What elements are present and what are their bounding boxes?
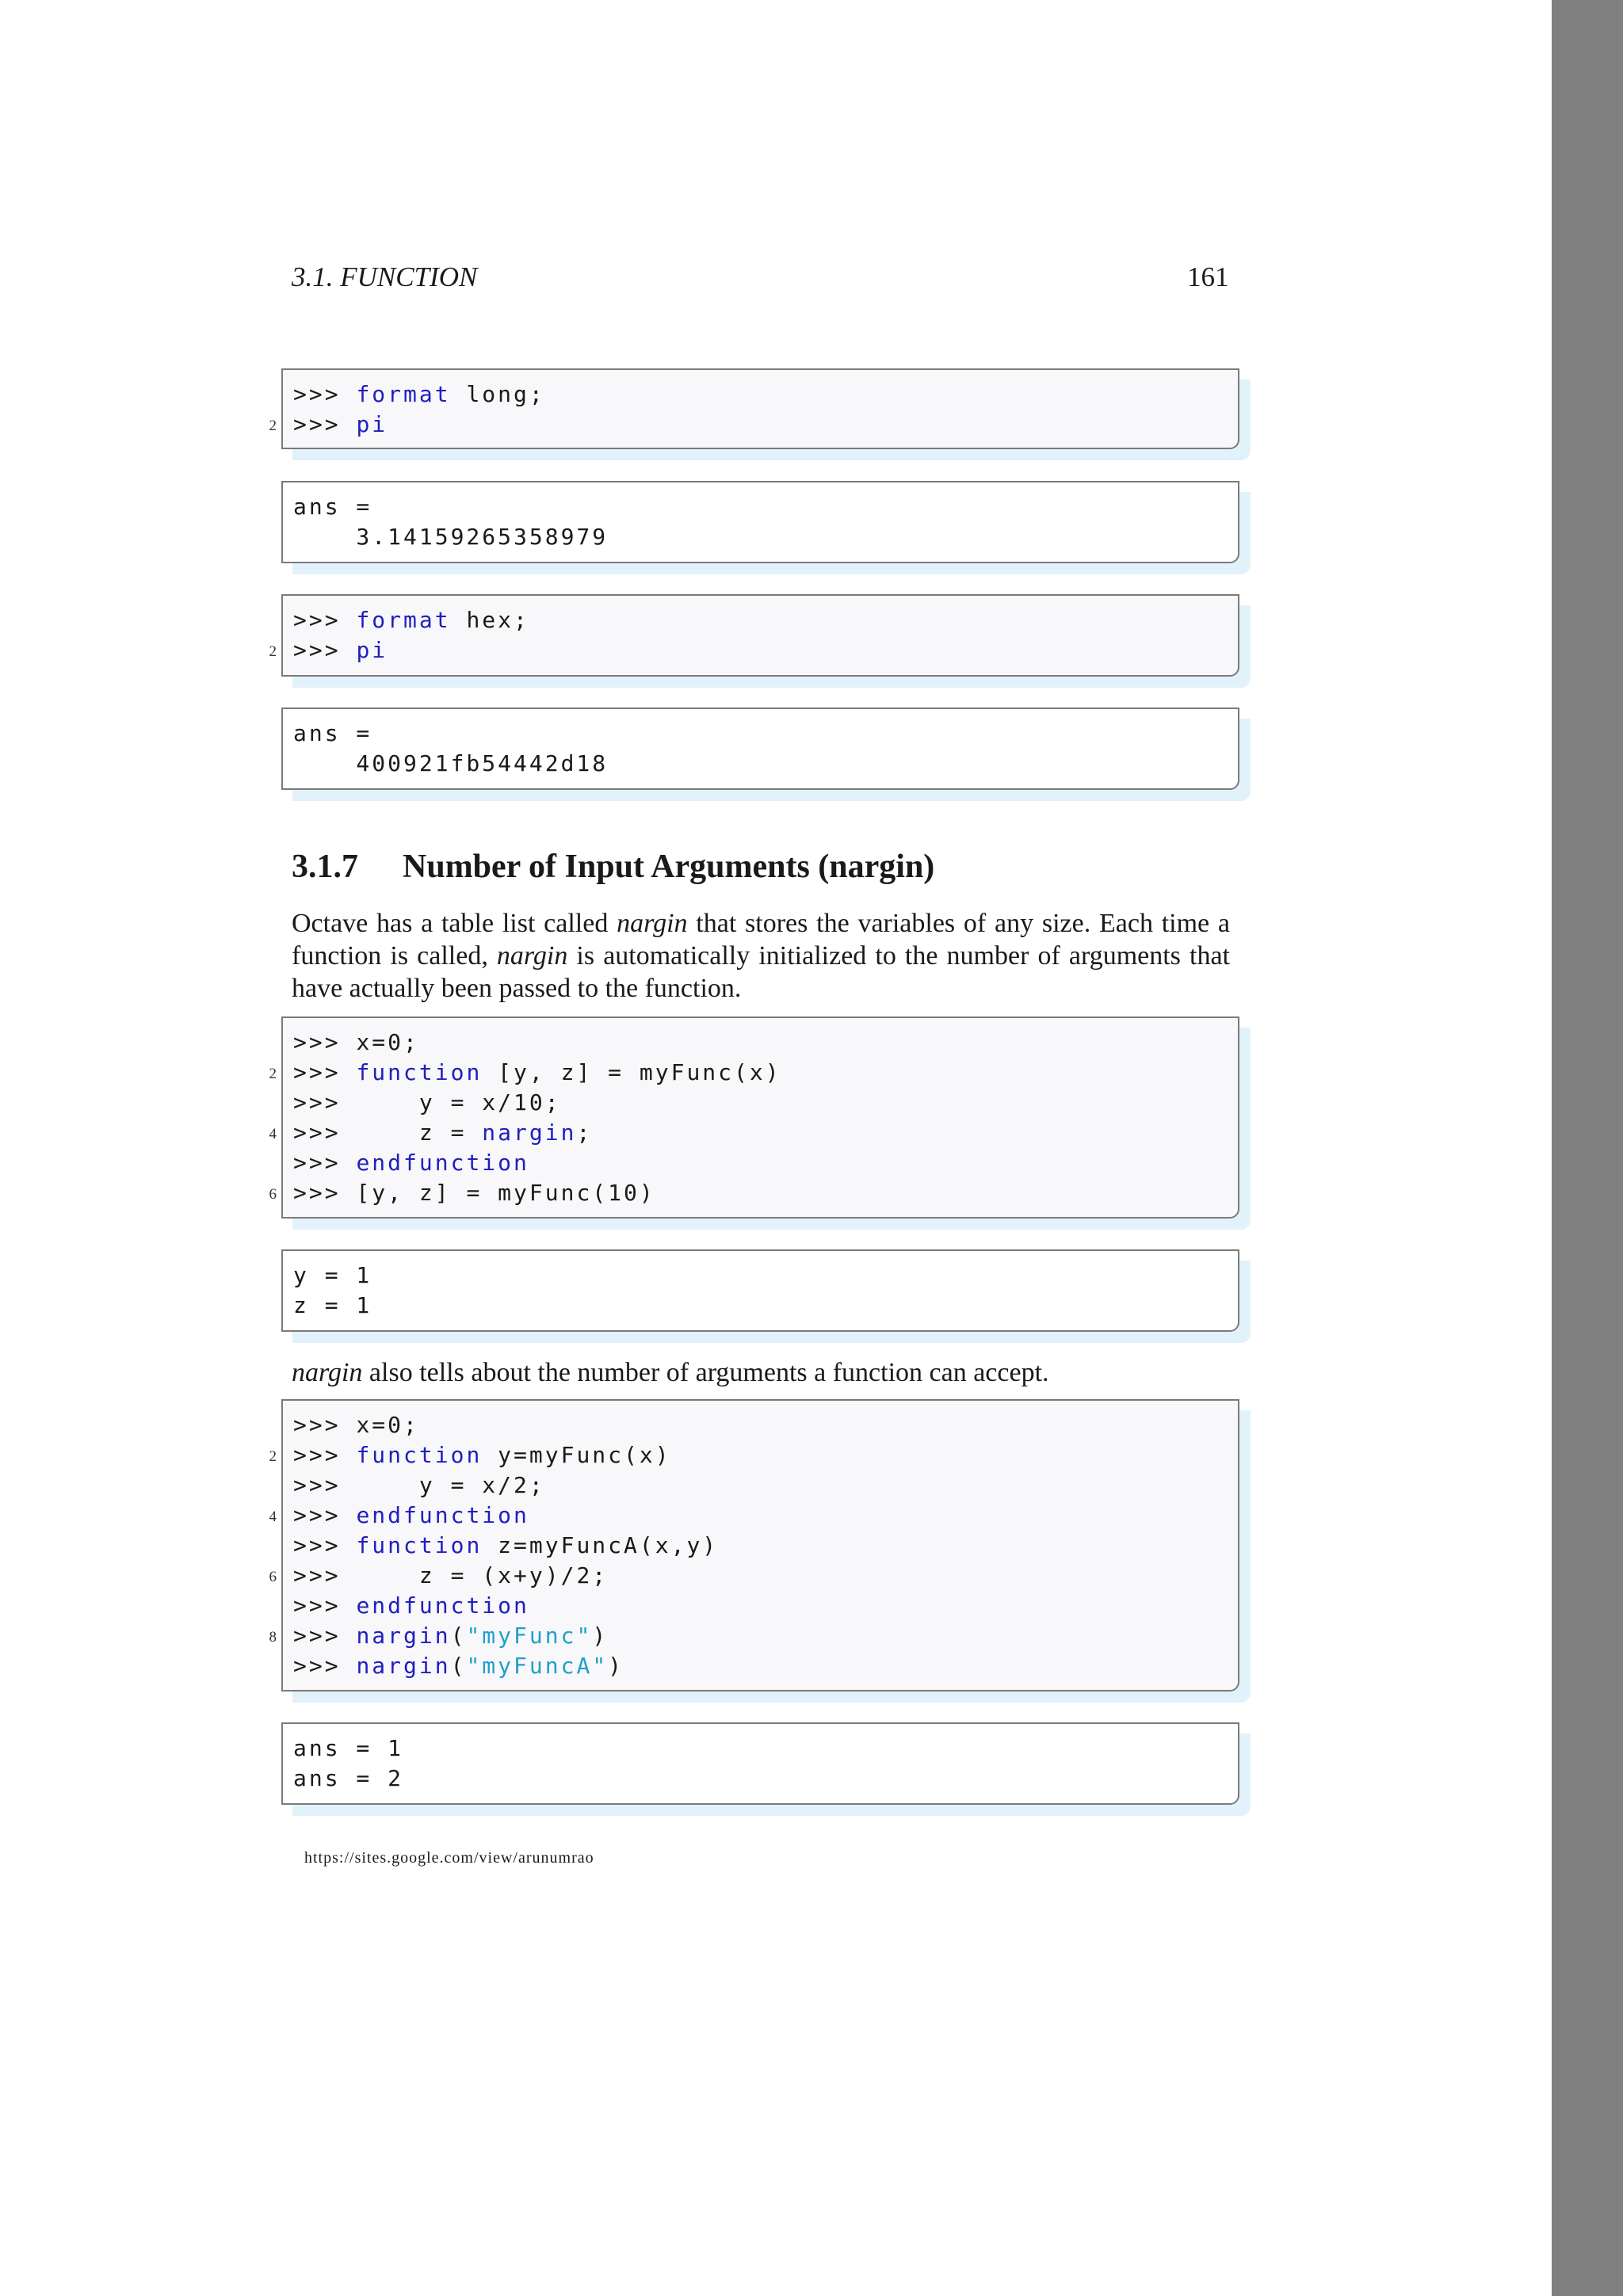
paragraph-nargin-intro xyxy=(292,907,1230,1005)
code-line xyxy=(269,1621,1238,1651)
output-text: ans = xyxy=(293,494,372,520)
para-emphasis: nargin xyxy=(617,909,688,938)
line-number: 2 xyxy=(269,418,277,434)
code-line xyxy=(269,1440,1238,1470)
keyword: endfunction xyxy=(356,1150,529,1176)
prompt-text: >>> xyxy=(293,411,357,437)
prompt-text: >>> xyxy=(293,1442,357,1468)
line-number: 4 xyxy=(269,1508,277,1525)
code-line xyxy=(283,605,1238,635)
output-text: z = 1 xyxy=(293,1292,372,1318)
code-line xyxy=(283,1148,1238,1178)
code-text: y = x/2; xyxy=(356,1472,545,1498)
keyword: nargin xyxy=(356,1653,451,1679)
code-line xyxy=(269,1501,1238,1531)
string-literal: "myFunc" xyxy=(466,1623,593,1649)
code-text: z = xyxy=(356,1119,483,1146)
code-line xyxy=(269,635,1238,666)
prompt-text: >>> xyxy=(293,1653,357,1679)
keyword: function xyxy=(356,1442,483,1468)
code-line xyxy=(283,749,1238,779)
para-text: also tells about the number of arguments a function can accept. xyxy=(362,1358,1049,1387)
para-text: that stores the variables of any size. Each time a function is called, xyxy=(292,909,1231,971)
code-line xyxy=(269,1058,1238,1088)
code-line xyxy=(283,1291,1238,1321)
code-text: ; xyxy=(576,1119,593,1146)
para-text: is automatically initialized to the number of arguments that have actually been passed to the function. xyxy=(292,941,1230,1003)
footer-url: https://sites.google.com/view/arunumrao xyxy=(304,1849,594,1867)
code-text: hex; xyxy=(450,607,529,633)
code-block-format-long[interactable] xyxy=(269,368,1239,449)
prompt-text: >>> xyxy=(293,1623,357,1649)
code-line xyxy=(283,1733,1238,1764)
section-title: Number of Input Arguments (nargin) xyxy=(403,849,935,885)
prompt-text: >>> xyxy=(293,1412,357,1438)
line-number: 6 xyxy=(269,1569,277,1585)
output-text: ans = 2 xyxy=(293,1765,404,1791)
keyword: format xyxy=(356,607,451,633)
code-block-nargin-functions[interactable] xyxy=(269,1399,1239,1691)
keyword: nargin xyxy=(482,1119,577,1146)
output-block-nargin-example xyxy=(281,1249,1239,1332)
prompt-text: >>> xyxy=(293,1472,357,1498)
prompt-text: >>> xyxy=(293,1532,357,1558)
keyword: nargin xyxy=(356,1623,451,1649)
prompt-text: >>> xyxy=(293,1119,357,1146)
code-line xyxy=(269,1561,1238,1591)
para-emphasis: nargin xyxy=(292,1358,363,1387)
section-number: 3.1.7 xyxy=(292,849,358,885)
keyword: function xyxy=(356,1059,483,1085)
output-text: ans = 1 xyxy=(293,1735,404,1761)
keyword: format xyxy=(356,381,451,407)
section-heading xyxy=(292,848,934,886)
prompt-text: >>> xyxy=(293,1562,357,1589)
code-text: ( xyxy=(450,1653,467,1679)
prompt-text: >>> xyxy=(293,607,357,633)
keyword: pi xyxy=(356,637,388,663)
prompt-text: >>> xyxy=(293,1180,357,1206)
line-number: 4 xyxy=(269,1126,277,1142)
code-block-format-hex[interactable] xyxy=(269,594,1239,677)
output-block-nargin-functions xyxy=(281,1722,1239,1805)
output-text: ans = xyxy=(293,720,372,746)
code-text: ) xyxy=(592,1623,609,1649)
code-line xyxy=(269,1178,1238,1208)
prompt-text: >>> xyxy=(293,1592,357,1619)
output-text: y = 1 xyxy=(293,1262,372,1288)
code-text: x=0; xyxy=(356,1412,419,1438)
code-text: z=myFuncA(x,y) xyxy=(482,1532,719,1558)
para-text: Octave has a table list called xyxy=(292,909,617,938)
code-line xyxy=(283,492,1238,522)
code-line xyxy=(283,719,1238,749)
prompt-text: >>> xyxy=(293,637,357,663)
code-line xyxy=(283,1088,1238,1118)
code-text: [y, z] = myFunc(10) xyxy=(356,1180,655,1206)
code-line xyxy=(283,1591,1238,1621)
code-line xyxy=(283,1531,1238,1561)
prompt-text: >>> xyxy=(293,1150,357,1176)
prompt-text: >>> xyxy=(293,1029,357,1055)
code-line xyxy=(283,379,1238,410)
line-number: 2 xyxy=(269,1066,277,1082)
code-line xyxy=(283,1651,1238,1681)
line-number: 6 xyxy=(269,1186,277,1203)
line-number: 2 xyxy=(269,643,277,660)
code-text: long; xyxy=(450,381,545,407)
code-line xyxy=(283,1410,1238,1440)
keyword: function xyxy=(356,1532,483,1558)
keyword: endfunction xyxy=(356,1592,529,1619)
code-line xyxy=(269,1118,1238,1148)
prompt-text: >>> xyxy=(293,1502,357,1528)
code-line xyxy=(283,1470,1238,1501)
code-text: [y, z] = myFunc(x) xyxy=(482,1059,781,1085)
string-literal: "myFuncA" xyxy=(466,1653,609,1679)
running-head: 3.1. FUNCTION xyxy=(292,261,478,292)
code-text: ) xyxy=(608,1653,624,1679)
output-block-format-long xyxy=(281,481,1239,563)
code-text: ( xyxy=(450,1623,467,1649)
line-number: 8 xyxy=(269,1629,277,1646)
prompt-text: >>> xyxy=(293,381,357,407)
code-line xyxy=(269,410,1238,440)
code-text: y = x/10; xyxy=(356,1089,561,1116)
output-text: 3.14159265358979 xyxy=(293,524,609,550)
code-line xyxy=(283,1028,1238,1058)
prompt-text: >>> xyxy=(293,1089,357,1116)
para-emphasis: nargin xyxy=(496,941,568,971)
keyword: endfunction xyxy=(356,1502,529,1528)
code-line xyxy=(283,522,1238,552)
prompt-text: >>> xyxy=(293,1059,357,1085)
code-block-nargin-example[interactable] xyxy=(269,1016,1239,1219)
keyword: pi xyxy=(356,411,388,437)
code-text: x=0; xyxy=(356,1029,419,1055)
code-text: y=myFunc(x) xyxy=(482,1442,671,1468)
page-number: 161 xyxy=(1187,261,1229,292)
code-line xyxy=(283,1764,1238,1794)
page-edge-margin xyxy=(1552,0,1623,2296)
output-block-format-hex xyxy=(281,707,1239,790)
line-number: 2 xyxy=(269,1448,277,1465)
code-line xyxy=(283,1261,1238,1291)
output-text: 400921fb54442d18 xyxy=(293,750,609,776)
paragraph-nargin-accept xyxy=(292,1356,1230,1389)
code-text: z = (x+y)/2; xyxy=(356,1562,609,1589)
